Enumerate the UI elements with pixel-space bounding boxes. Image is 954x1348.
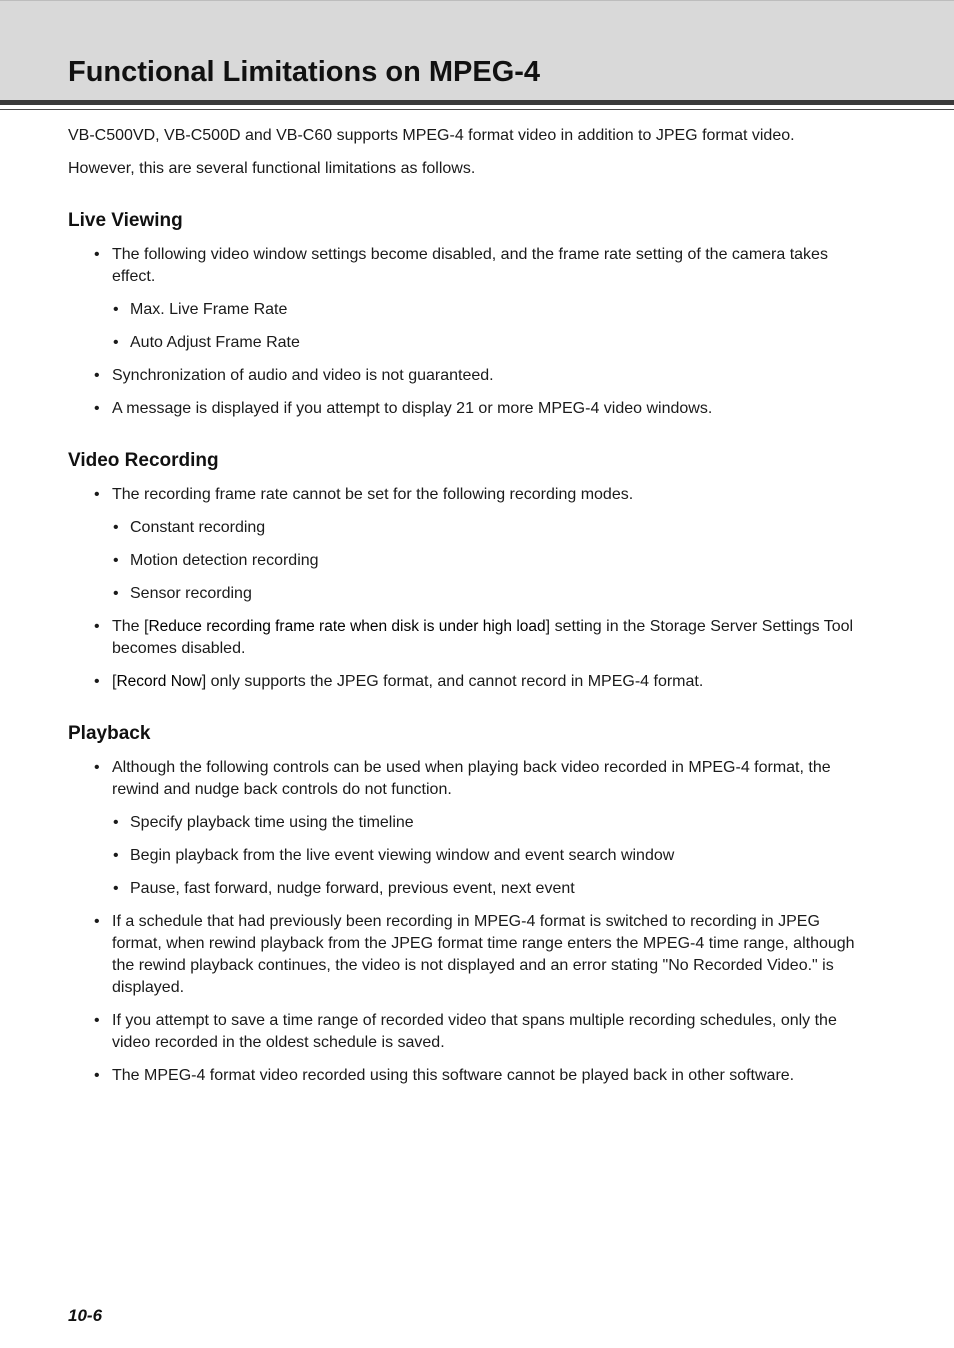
sub-list-item xyxy=(68,845,868,867)
list-item-text: Pause, fast forward, nudge forward, previous event, next event xyxy=(130,880,575,897)
playback-list xyxy=(68,757,868,1087)
list-item-text-prefix: [ xyxy=(112,673,117,690)
list-item-text: The recording frame rate cannot be set for the following recording modes. xyxy=(112,486,634,503)
list-item-text: Motion detection recording xyxy=(130,552,319,569)
bullet-icon: • xyxy=(94,1012,100,1029)
bullet-icon: • xyxy=(113,847,119,864)
list-item xyxy=(68,398,868,420)
bullet-icon: • xyxy=(94,618,100,635)
list-item-text: The MPEG-4 format video recorded using this software cannot be played back in other software. xyxy=(112,1067,795,1084)
bullet-icon: • xyxy=(113,814,119,831)
bullet-icon: • xyxy=(113,301,119,318)
bullet-icon: • xyxy=(113,519,119,536)
ui-term-record-now: Record Now xyxy=(116,673,202,690)
list-item-text: Sensor recording xyxy=(130,585,252,602)
bullet-icon: • xyxy=(113,880,119,897)
bullet-icon: • xyxy=(113,552,119,569)
bullet-icon: • xyxy=(94,759,100,776)
bullet-icon: • xyxy=(94,486,100,503)
page-content xyxy=(68,125,868,1098)
list-item-text: Constant recording xyxy=(130,519,266,536)
page-title: Functional Limitations on MPEG-4 xyxy=(68,56,541,88)
bullet-icon: • xyxy=(94,1067,100,1084)
sub-list-item xyxy=(68,332,868,354)
sub-list-item xyxy=(68,583,868,605)
bullet-icon: • xyxy=(94,367,100,384)
list-item xyxy=(68,616,868,660)
list-item xyxy=(68,757,868,801)
title-rule-thin xyxy=(0,109,954,110)
list-item-text: Max. Live Frame Rate xyxy=(130,301,288,318)
ui-term-reduce-frame-rate: Reduce recording frame rate when disk is under high load xyxy=(148,618,546,635)
list-item-text: Begin playback from the live event viewing window and event search window xyxy=(130,847,675,864)
list-item-text: If you attempt to save a time range of recorded video that spans multiple recording schedules, only the video recorded in the oldest schedule is saved. xyxy=(112,1012,837,1051)
list-item-text: Synchronization of audio and video is not guaranteed. xyxy=(112,367,494,384)
list-item-text-suffix: ] setting in the Storage Server Settings Tool becomes disabled. xyxy=(112,618,854,657)
section-heading-playback: Playback xyxy=(68,723,151,744)
bullet-icon: • xyxy=(94,913,100,930)
intro-paragraph: VB-C500VD, VB-C500D and VB-C60 supports MPEG-4 format video in addition to JPEG format video. xyxy=(68,127,795,144)
sub-list-item xyxy=(68,812,868,834)
list-item-text: Specify playback time using the timeline xyxy=(130,814,414,831)
list-item xyxy=(68,1010,868,1054)
page-number: 10-6 xyxy=(68,1306,103,1325)
list-item-text-prefix: The [ xyxy=(112,618,149,635)
list-item xyxy=(68,671,868,693)
bullet-icon: • xyxy=(113,585,119,602)
bullet-icon: • xyxy=(94,246,100,263)
list-item-text: If a schedule that had previously been recording in MPEG-4 format is switched to recording in JPEG format, when rewind playback from the JPEG format time range enters the MPEG-4 time range, although the rewind playback continues, the video is not displayed and an error stating "No Recorded Video." is displayed. xyxy=(112,913,855,996)
section-heading-live-viewing: Live Viewing xyxy=(68,210,183,231)
section-heading-video-recording: Video Recording xyxy=(68,450,219,471)
video-recording-list xyxy=(68,484,868,693)
bullet-icon: • xyxy=(94,400,100,417)
list-item xyxy=(68,244,868,288)
list-item-text: The following video window settings become disabled, and the frame rate setting of the camera takes effect. xyxy=(112,246,828,285)
list-item xyxy=(68,911,868,999)
sub-list-item xyxy=(68,517,868,539)
list-item-text: Auto Adjust Frame Rate xyxy=(130,334,300,351)
list-item xyxy=(68,484,868,506)
sub-list-item xyxy=(68,878,868,900)
sub-list-item xyxy=(68,550,868,572)
intro-paragraph: However, this are several functional limitations as follows. xyxy=(68,160,476,177)
list-item xyxy=(68,365,868,387)
list-item-text-suffix: ] only supports the JPEG format, and cannot record in MPEG-4 format. xyxy=(201,673,704,690)
live-viewing-list xyxy=(68,244,868,420)
list-item-text: A message is displayed if you attempt to display 21 or more MPEG-4 video windows. xyxy=(112,400,713,417)
title-rule-thick xyxy=(0,100,954,105)
list-item xyxy=(68,1065,868,1087)
list-item-text: Although the following controls can be used when playing back video recorded in MPEG-4 format, the rewind and nudge back controls do not function. xyxy=(112,759,831,798)
bullet-icon: • xyxy=(94,673,100,690)
bullet-icon: • xyxy=(113,334,119,351)
sub-list-item xyxy=(68,299,868,321)
